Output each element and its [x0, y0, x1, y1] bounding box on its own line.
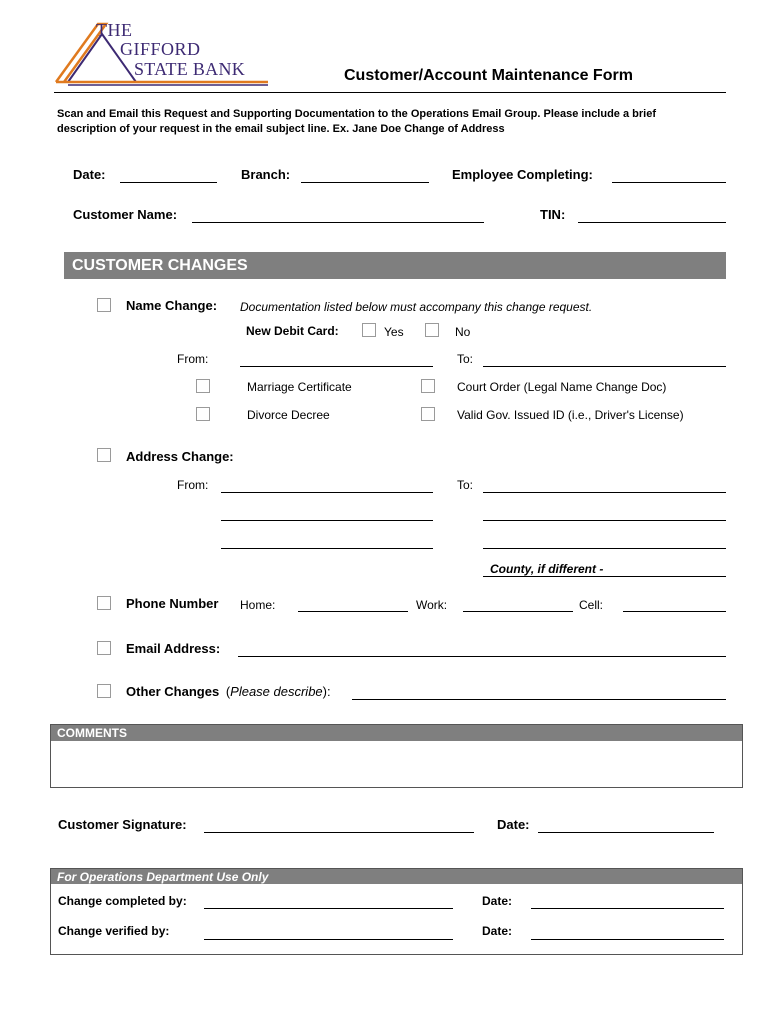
address-from-line-3[interactable]	[221, 548, 433, 549]
signature-date-label: Date:	[497, 817, 530, 832]
court-order-label: Court Order (Legal Name Change Doc)	[457, 380, 667, 394]
tin-field[interactable]	[578, 222, 726, 223]
phone-cell-field[interactable]	[623, 611, 726, 612]
address-to-line-3[interactable]	[483, 548, 726, 549]
customer-changes-title: CUSTOMER CHANGES	[72, 257, 248, 274]
email-address-checkbox[interactable]	[97, 641, 111, 655]
ops-date-1-label: Date:	[482, 894, 513, 908]
branch-field[interactable]	[301, 182, 429, 183]
other-changes-label-group	[126, 685, 331, 698]
customer-signature-field[interactable]	[204, 832, 474, 833]
name-from-label: From:	[177, 352, 209, 366]
form-title: Customer/Account Maintenance Form	[344, 67, 633, 84]
change-completed-label: Change completed by:	[58, 894, 187, 908]
debit-card-no-checkbox[interactable]	[425, 323, 439, 337]
address-to-line-2[interactable]	[483, 520, 726, 521]
ops-date-2-label: Date:	[482, 924, 513, 938]
divorce-decree-label: Divorce Decree	[247, 408, 330, 422]
logo-line-3: STATE BANK	[134, 59, 246, 79]
operations-header	[51, 869, 742, 884]
title-rule	[54, 92, 726, 93]
debit-card-label: New Debit Card:	[246, 324, 339, 338]
phone-home-field[interactable]	[298, 611, 408, 612]
signature-date-field[interactable]	[538, 832, 714, 833]
customer-signature-label: Customer Signature:	[58, 817, 187, 832]
employee-label: Employee Completing:	[452, 167, 593, 182]
phone-home-label: Home:	[240, 598, 276, 612]
email-address-label: Email Address:	[126, 641, 221, 656]
documentation-note: Documentation listed below must accompany this change request.	[240, 300, 593, 314]
ops-date-1-field[interactable]	[531, 908, 724, 909]
other-paren-close: ):	[322, 684, 331, 699]
name-to-field[interactable]	[483, 366, 726, 367]
change-verified-label: Change verified by:	[58, 924, 170, 938]
name-change-checkbox[interactable]	[97, 298, 111, 312]
gov-id-label: Valid Gov. Issued ID (i.e., Driver's License)	[457, 408, 684, 422]
county-label: County, if different -	[490, 562, 604, 576]
name-change-label: Name Change:	[126, 298, 218, 313]
change-completed-field[interactable]	[204, 908, 453, 909]
name-to-label: To:	[457, 352, 474, 366]
instructions-line-1: Scan and Email this Request and Supporting Documentation to the Operations Email Group. Please include a brief	[57, 108, 656, 120]
customer-changes-header	[64, 252, 726, 279]
court-order-checkbox[interactable]	[421, 379, 435, 393]
phone-number-label: Phone Number	[126, 596, 219, 611]
debit-card-yes-checkbox[interactable]	[362, 323, 376, 337]
bank-logo	[54, 20, 274, 88]
tin-label: TIN:	[540, 207, 566, 222]
marriage-certificate-label: Marriage Certificate	[247, 380, 352, 394]
address-change-label: Address Change:	[126, 449, 234, 464]
ops-date-2-field[interactable]	[531, 939, 724, 940]
gov-id-checkbox[interactable]	[421, 407, 435, 421]
other-changes-field[interactable]	[352, 699, 726, 700]
employee-field[interactable]	[612, 182, 726, 183]
other-paren-open: (	[225, 684, 231, 699]
divorce-decree-checkbox[interactable]	[196, 407, 210, 421]
phone-cell-label: Cell:	[579, 598, 604, 612]
address-from-line-2[interactable]	[221, 520, 433, 521]
logo-line-1: THE	[96, 20, 133, 40]
instructions-line-2: description of your request in the email subject line. Ex. Jane Doe Change of Address	[57, 123, 505, 135]
branch-label: Branch:	[241, 167, 291, 182]
county-field[interactable]	[483, 576, 726, 577]
marriage-certificate-checkbox[interactable]	[196, 379, 210, 393]
customer-name-field[interactable]	[192, 222, 484, 223]
phone-number-checkbox[interactable]	[97, 596, 111, 610]
address-from-label: From:	[177, 478, 209, 492]
logo-line-2: GIFFORD	[120, 39, 201, 59]
customer-name-label: Customer Name:	[73, 207, 178, 222]
date-field[interactable]	[120, 182, 217, 183]
comments-box[interactable]	[50, 724, 743, 788]
other-changes-checkbox[interactable]	[97, 684, 111, 698]
debit-card-no-label: No	[455, 325, 471, 339]
operations-box	[50, 868, 743, 955]
comments-title: COMMENTS	[57, 726, 127, 740]
address-from-line-1[interactable]	[221, 492, 433, 493]
other-changes-label: Other Changes	[126, 684, 220, 699]
address-to-line-1[interactable]	[483, 492, 726, 493]
operations-title: For Operations Department Use Only	[57, 870, 269, 884]
email-address-field[interactable]	[238, 656, 726, 657]
comments-header	[51, 725, 742, 741]
change-verified-field[interactable]	[204, 939, 453, 940]
address-to-label: To:	[457, 478, 474, 492]
other-describe-label: Please describe	[230, 684, 323, 699]
debit-card-yes-label: Yes	[384, 325, 404, 339]
phone-work-field[interactable]	[463, 611, 573, 612]
phone-work-label: Work:	[416, 598, 448, 612]
name-from-field[interactable]	[240, 366, 433, 367]
address-change-checkbox[interactable]	[97, 448, 111, 462]
date-label: Date:	[73, 167, 106, 182]
